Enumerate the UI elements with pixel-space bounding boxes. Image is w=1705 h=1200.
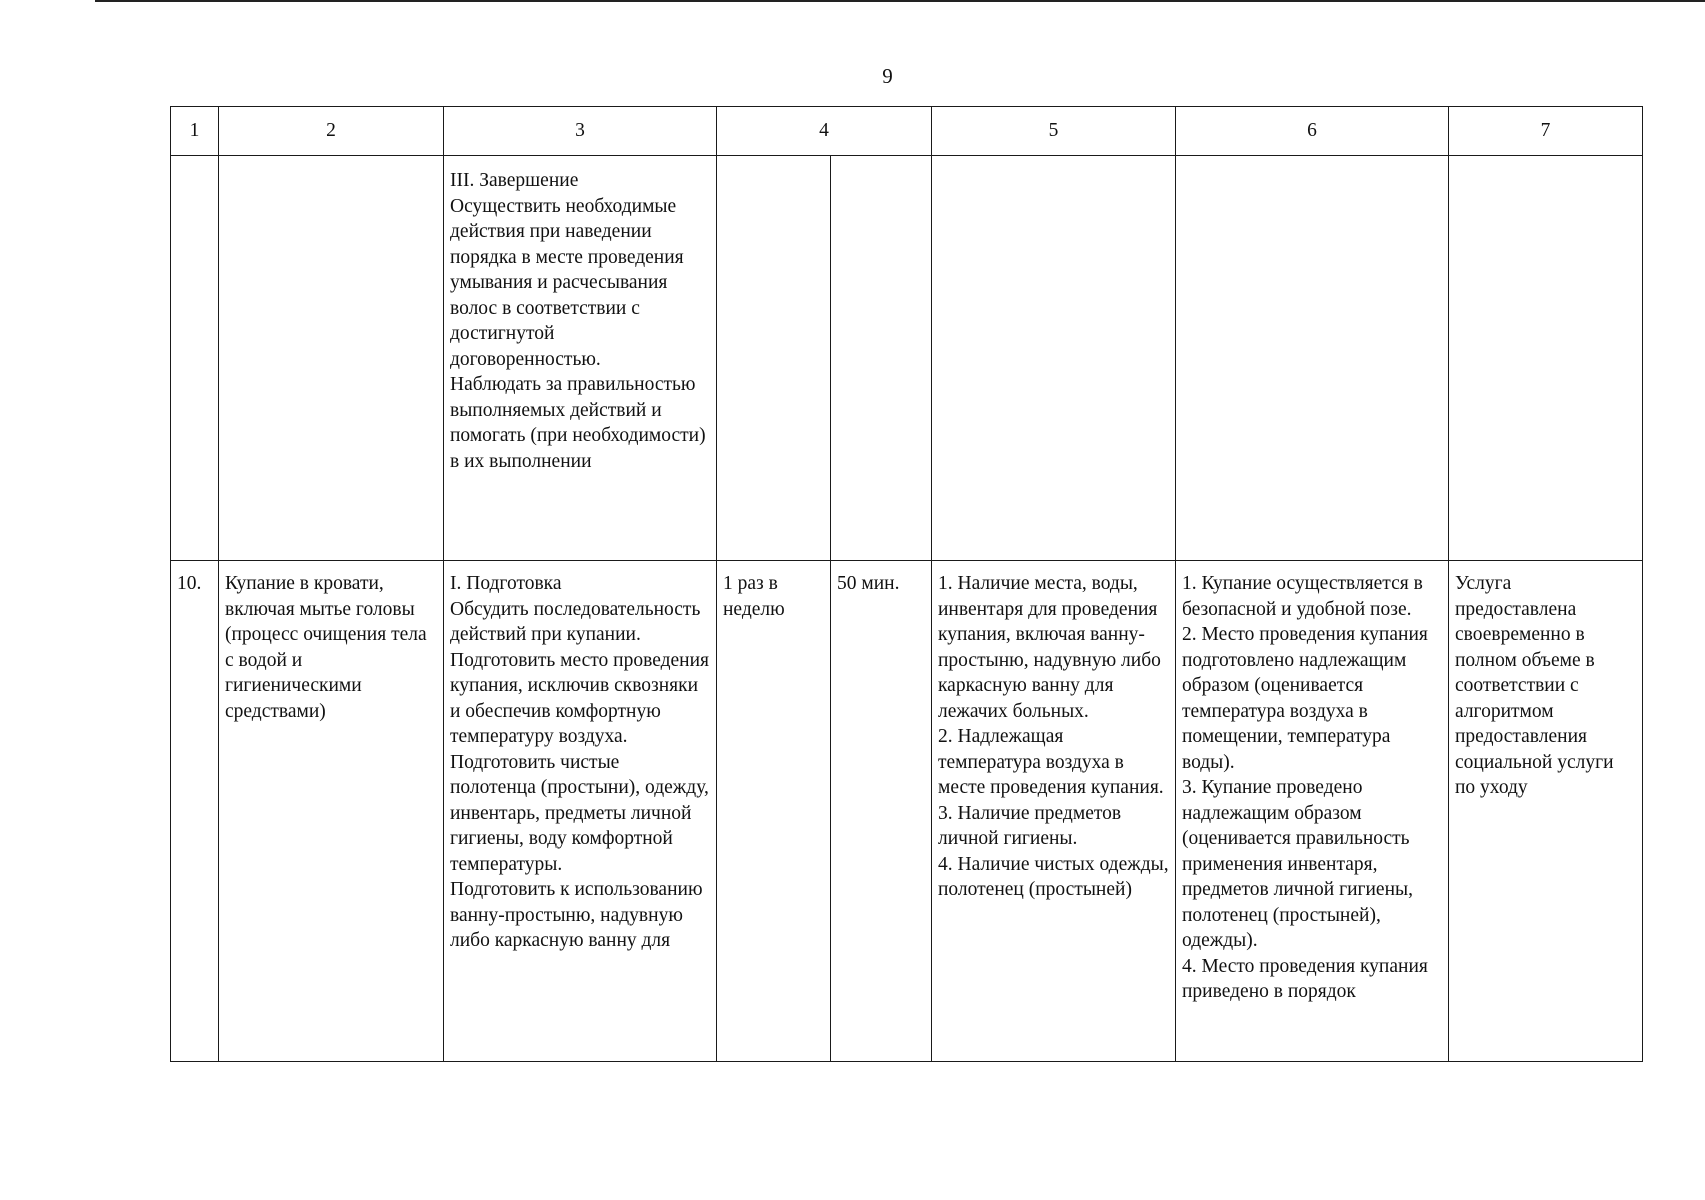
header-col-4: 4 [717, 107, 932, 156]
header-col-7: 7 [1449, 107, 1643, 156]
cell-conditions [932, 561, 1176, 1062]
cell-empty [219, 156, 444, 561]
service-name: Купание в кровати, включая мытье головы (процесс очищения тела с водой и гигиеническими средствами) [225, 573, 427, 722]
cell-empty [1449, 156, 1643, 561]
conditions-text: 1. Наличие места, воды, инвентаря для проведения купания, включая ванну-простыню, надувную либо каркасную ванну для лежачих больных. 2. Надлежащая температура воздуха в месте проведения купания. 3. Наличие предметов личной гигиены. 4. Наличие чистых одежды, полотенец (простыней) [938, 573, 1169, 900]
cell-empty [1176, 156, 1449, 561]
cell-row-number [171, 561, 219, 1062]
header-col-2: 2 [219, 107, 444, 156]
services-table [170, 106, 1643, 1062]
header-row [171, 107, 1643, 156]
procedure-text: I. Подготовка Обсудить последовательность действий при купании. Подготовить место проведения купания, исключив сквозняки и обеспечив комфортную температуру воздуха. Подготовить чистые полотенца (простыни), одежду, инвентарь, предметы личной гигиены, воду комфортной температуры. Подготовить к использованию ванну-простыню, надувную либо каркасную ванну для [450, 573, 710, 951]
header-col-6: 6 [1176, 107, 1449, 156]
cell-service-name [219, 561, 444, 1062]
cell-procedure [444, 561, 717, 1062]
table-row-continuation [171, 156, 1643, 561]
duration-text: 50 мин. [837, 573, 900, 594]
result-text: Услуга предоставлена своевременно в полном объеме в соответствии с алгоритмом предоставления социальной услуги по уходу [1455, 573, 1614, 798]
top-rule [95, 0, 1705, 2]
cell-empty [831, 156, 932, 561]
cell-procedure-completion [444, 156, 717, 561]
page-number: 9 [882, 64, 893, 88]
quality-text: 1. Купание осуществляется в безопасной и удобной позе. 2. Место проведения купания подготовлено надлежащим образом (оценивается температура воздуха в помещении, температура воды). 3. Купание проведено надлежащим образом (оценивается правильность применения инвентаря, предметов личной гигиены, полотенец (простыней), одежды). 4. Место проведения купания приведено в порядок [1182, 573, 1428, 1002]
cell-frequency [717, 561, 831, 1062]
header-col-1: 1 [171, 107, 219, 156]
cell-empty [932, 156, 1176, 561]
header-col-5: 5 [932, 107, 1176, 156]
cell-result [1449, 561, 1643, 1062]
row-number: 10. [177, 573, 202, 594]
cell-empty [717, 156, 831, 561]
cell-quality [1176, 561, 1449, 1062]
procedure-completion-text: III. Завершение Осуществить необходимые действия при наведении порядка в месте проведения умывания и расчесывания волос в соответствии с достигнутой договоренностью. Наблюдать за правильностью выполняемых действий и помогать (при необходимости) в их выполнении [450, 170, 706, 472]
header-col-3: 3 [444, 107, 717, 156]
table-row-10 [171, 561, 1643, 1062]
frequency-text: 1 раз в неделю [723, 573, 785, 620]
cell-duration [831, 561, 932, 1062]
cell-empty [171, 156, 219, 561]
